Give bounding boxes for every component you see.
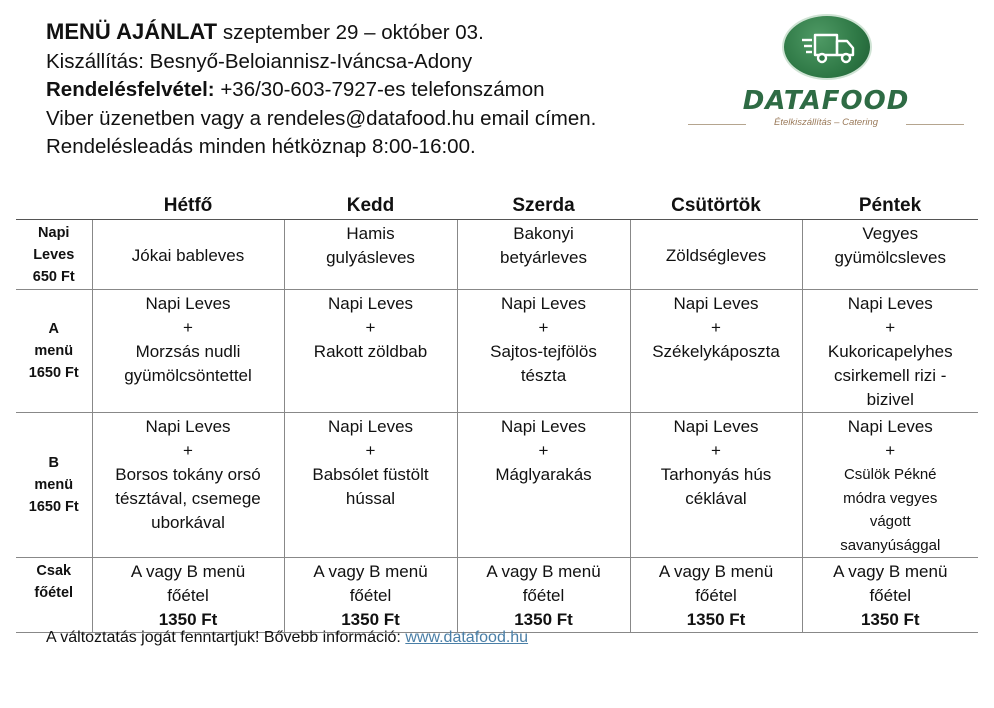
main-only-row [16, 558, 978, 633]
label-line: Csak [36, 563, 72, 579]
label-price: 650 Ft [32, 268, 75, 285]
dish-line: Napi Leves [847, 417, 933, 436]
plus-sign: + [183, 441, 193, 460]
logo-tagline: Ételkiszállítás – Catering [773, 117, 879, 128]
plus-sign: + [183, 318, 193, 337]
dish-line: Napi Leves [673, 417, 759, 436]
soup-friday [802, 220, 978, 290]
label-line: menü [34, 343, 74, 359]
dish-line: savanyúsággal [840, 536, 941, 554]
plus-sign: + [365, 318, 376, 337]
soup-tuesday [284, 220, 457, 290]
dish-line: Napi Leves [673, 294, 759, 313]
dish-line: főétel [869, 586, 912, 605]
delivery-truck-icon [802, 32, 856, 66]
datafood-logo [686, 12, 966, 132]
menu-b-label [16, 413, 92, 558]
main-only-thursday [630, 558, 802, 633]
title-line [46, 18, 686, 48]
order-label: Rendelésfelvétel: [46, 78, 215, 101]
label-line: Leves [33, 246, 75, 263]
dish-line: vágott [869, 513, 911, 530]
menu-a-row [16, 290, 978, 413]
menu-header [46, 18, 686, 162]
dish-line: Csülök Pékné [843, 466, 937, 483]
dish-line: Jókai bableves [131, 245, 245, 265]
dish-line: Napi Leves [847, 294, 933, 313]
plus-sign: + [711, 318, 721, 337]
footer-text: A változtatás jogát fenntartjuk! Bővebb információ: [46, 629, 401, 646]
website-link[interactable]: www.datafood.hu [405, 629, 529, 646]
price: 1350 Ft [686, 610, 746, 629]
dish-line: betyárleves [500, 248, 587, 267]
menu-a-label [16, 290, 92, 413]
soup-thursday [630, 220, 802, 290]
menu-b-friday [802, 413, 978, 558]
price: 1350 Ft [341, 610, 400, 629]
viber-email-line: Viber üzenetben vagy a rendeles@datafood.hu email címen. [46, 106, 597, 130]
dish-line: Zöldségleves [665, 245, 767, 265]
menu-b-row [16, 413, 978, 558]
plus-sign: + [365, 441, 376, 460]
logo-wordmark: DATAFOOD [742, 86, 910, 116]
dish-line: Sajtos-tejfölös [490, 342, 597, 361]
menu-a-thursday [630, 290, 802, 413]
main-only-label [16, 558, 92, 633]
logo-badge [782, 14, 872, 80]
day-thursday: Csütörtök [630, 188, 802, 220]
dish-line: A vagy B menü [658, 562, 774, 581]
label-price: 1650 Ft [28, 365, 79, 381]
dish-line: Kukoricapelyhes [827, 342, 953, 361]
menu-b-thursday [630, 413, 802, 558]
dish-line: Napi Leves [145, 417, 231, 436]
soup-label [16, 220, 92, 290]
dish-line: csirkemell rizi - [834, 366, 947, 385]
dish-line: Napi Leves [327, 417, 414, 436]
dish-line: A vagy B menü [833, 562, 948, 581]
dish-line: főétel [695, 586, 737, 605]
main-only-wednesday [457, 558, 630, 633]
dish-line: uborkával [151, 513, 225, 532]
footer-note [46, 628, 528, 648]
soup-wednesday [457, 220, 630, 290]
main-only-monday [92, 558, 284, 633]
weekly-menu-table [16, 188, 978, 633]
day-friday: Péntek [802, 188, 978, 220]
plus-sign: + [885, 441, 896, 460]
dish-line: tésztával, csemege [115, 489, 261, 508]
label-line: főétel [34, 585, 74, 601]
dish-line: céklával [685, 489, 747, 508]
main-only-friday [802, 558, 978, 633]
dish-line: A vagy B menü [486, 562, 601, 581]
menu-b-monday [92, 413, 284, 558]
menu-b-tuesday [284, 413, 457, 558]
dish-line: Morzsás nudli [135, 342, 241, 361]
order-phone: +36/30-603-7927-es telefonszámon [220, 78, 545, 101]
soup-monday [92, 220, 284, 290]
logo-rule-left [688, 124, 746, 125]
dish-line: Tarhonyás hús [660, 465, 772, 484]
delivery-areas: Kiszállítás: Besnyő-Beloiannisz-Iváncsa-Adony [46, 49, 473, 73]
dish-line: főétel [522, 586, 565, 605]
dish-line: Napi Leves [500, 417, 587, 436]
dish-line: Hamis [346, 224, 395, 243]
dish-line: főétel [167, 586, 209, 605]
price: 1350 Ft [158, 610, 218, 629]
dish-line: főétel [349, 586, 392, 605]
dish-line: Máglyarakás [495, 465, 592, 484]
dish-line: Borsos tokány orsó [115, 465, 261, 484]
price: 1350 Ft [860, 610, 920, 629]
menu-dates: szeptember 29 – október 03. [222, 21, 484, 44]
dish-line: Vegyes [862, 224, 919, 243]
day-tuesday: Kedd [284, 188, 457, 220]
plus-sign: + [538, 318, 549, 337]
corner-cell [16, 188, 92, 220]
menu-title: MENÜ AJÁNLAT [46, 19, 218, 44]
day-monday: Hétfő [92, 188, 284, 220]
dish-line: Rakott zöldbab [313, 342, 428, 361]
dish-line: Napi Leves [327, 294, 414, 313]
dish-line: gulyásleves [326, 248, 415, 267]
label-price: 1650 Ft [28, 499, 79, 515]
dish-line: A vagy B menü [130, 562, 246, 581]
label-line: menü [34, 477, 74, 493]
label-line: A [48, 321, 59, 337]
dish-line: Babsólet füstölt [312, 465, 429, 484]
dish-line: Napi Leves [500, 294, 587, 313]
dish-line: Bakonyi [513, 224, 574, 243]
dish-line: gyümölcsleves [834, 248, 946, 267]
plus-sign: + [885, 318, 896, 337]
plus-sign: + [711, 441, 721, 460]
day-header-row [16, 188, 978, 220]
order-hours: Rendelésleadás minden hétköznap 8:00-16:00. [46, 135, 476, 158]
menu-a-friday [802, 290, 978, 413]
menu-a-monday [92, 290, 284, 413]
main-only-tuesday [284, 558, 457, 633]
label-line: B [48, 455, 59, 471]
dish-line: gyümölcsöntettel [124, 366, 252, 385]
dish-line: tészta [520, 366, 567, 385]
order-line [46, 76, 686, 105]
day-wednesday: Szerda [457, 188, 630, 220]
logo-rule-right [906, 124, 964, 125]
plus-sign: + [538, 441, 549, 460]
dish-line: A vagy B menü [313, 562, 428, 581]
menu-a-wednesday [457, 290, 630, 413]
dish-line: Székelykáposzta [652, 342, 780, 361]
soup-row [16, 220, 978, 290]
dish-line: hússal [345, 489, 396, 508]
dish-line: Napi Leves [145, 294, 231, 313]
label-line: Napi [38, 224, 70, 241]
dish-line: módra vegyes [843, 489, 938, 507]
menu-b-wednesday [457, 413, 630, 558]
price: 1350 Ft [514, 610, 573, 629]
menu-a-tuesday [284, 290, 457, 413]
dish-line: bizivel [866, 390, 914, 409]
